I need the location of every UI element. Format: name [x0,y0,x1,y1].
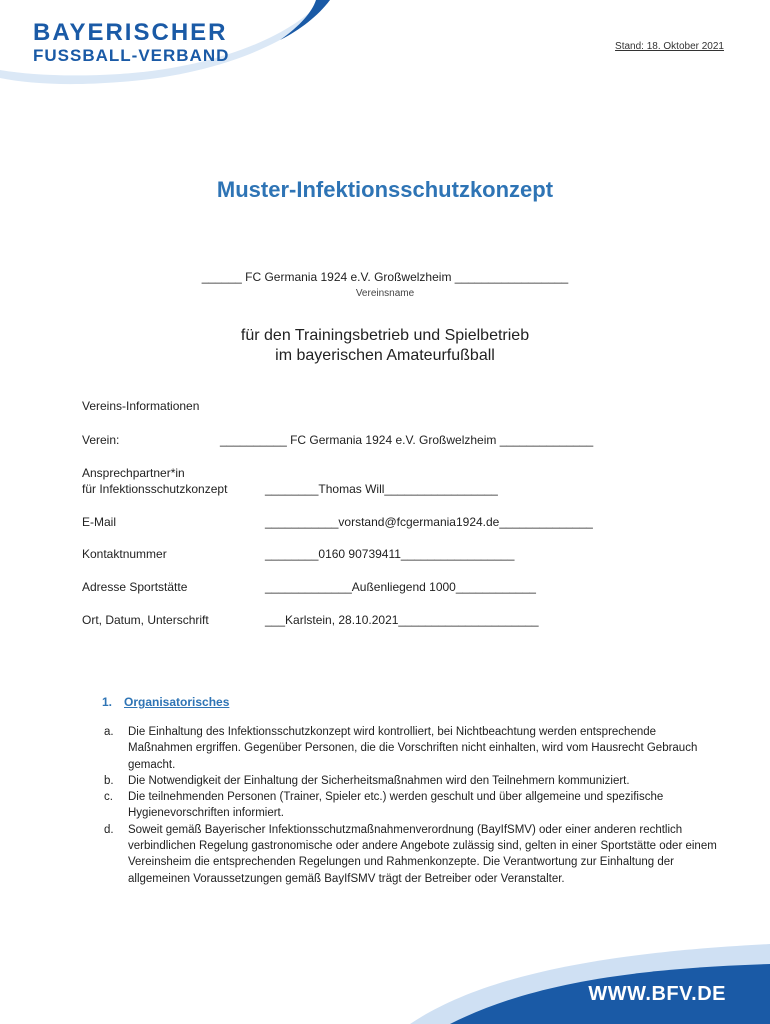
list-item [102,822,722,887]
document-subtitle [0,326,770,366]
organisational-list [102,724,722,887]
list-marker: d. [104,823,114,836]
list-marker: a. [104,726,114,738]
logo-line-1: BAYERISCHER [33,19,228,46]
list-item [102,789,722,822]
list-item-text: Die Einhaltung des Infektionsschutzkonzept wird kontrolliert, bei Nichtbeachtung werden entsprechende Maßnahmen ergriffen. Gegenüber Personen, die die Vorschriften nicht einhalten, wird vom Hausrecht Gebrauch gemacht. [128,726,698,771]
contact-person-value: ________Thomas Will_________________ [265,482,498,496]
footer-swoosh-graphic [410,934,770,1024]
place-date-signature-label: Ort, Datum, Unterschrift [82,613,209,627]
section-number: 1. [102,695,113,709]
club-label: Verein: [82,433,120,447]
club-info-heading: Vereins-Informationen [82,399,200,413]
venue-address-value: _____________Außenliegend 1000____________ [265,580,536,594]
section-heading-organisatorisches [102,695,229,709]
list-item [102,724,722,773]
section-title: Organisatorisches [124,695,230,709]
list-marker: c. [104,791,113,804]
club-value: __________ FC Germania 1924 e.V. Großwelzheim ______________ [220,433,594,447]
list-item-text: Die teilnehmenden Personen (Trainer, Spieler etc.) werden geschult und über allgemeine und spezifische Hygienevorschriften informiert. [128,791,664,820]
email-value: ___________vorstand@fcgermania1924.de______________ [265,515,593,529]
club-name-line: ______ FC Germania 1924 e.V. Großwelzheim _________________ [201,270,569,284]
subtitle-line-1: für den Trainingsbetrieb und Spielbetrieb [240,327,530,344]
subtitle-line-2: im bayerischen Amateurfußball [275,347,495,364]
footer-website-link[interactable]: WWW.BFV.DE [588,983,726,1005]
email-label: E-Mail [82,515,117,529]
logo-line-2: FUSSBALL-VERBAND [33,46,230,65]
list-marker: b. [104,774,114,787]
document-date: Stand: 18. Oktober 2021 [615,41,724,52]
club-name-caption: Vereinsname [355,288,415,299]
contact-person-label: Ansprechpartner*in für Infektionsschutzkonzept [82,466,228,496]
list-item-text: Die Notwendigkeit der Einhaltung der Sicherheitsmaßnahmen wird den Teilnehmern kommuniziert. [128,774,630,787]
place-date-signature-value: ___Karlstein, 28.10.2021_____________________ [265,613,539,627]
phone-value: ________0160 90739411_________________ [265,547,515,561]
list-item [102,773,722,789]
venue-address-label: Adresse Sportstätte [82,580,188,594]
bfv-logo [33,21,229,64]
document-title: Muster-Infektionsschutzkonzept [216,177,554,202]
phone-label: Kontaktnummer [82,547,167,561]
list-item-text: Soweit gemäß Bayerischer Infektionsschutzmaßnahmenverordnung (BayIfSMV) oder einer anderen rechtlich verbindlichen Regelung gastronomische oder andere Angebote zulässig sind, gelten in einer Sportstätte oder einem Vereinsheim die entsprechenden Regelungen und Rahmenkonzepte. Die Verantwortung zur Einhaltung der allgemeinen Voraussetzungen gemäß BayIfSMV trägt der Betreiber oder Veranstalter. [128,823,717,885]
